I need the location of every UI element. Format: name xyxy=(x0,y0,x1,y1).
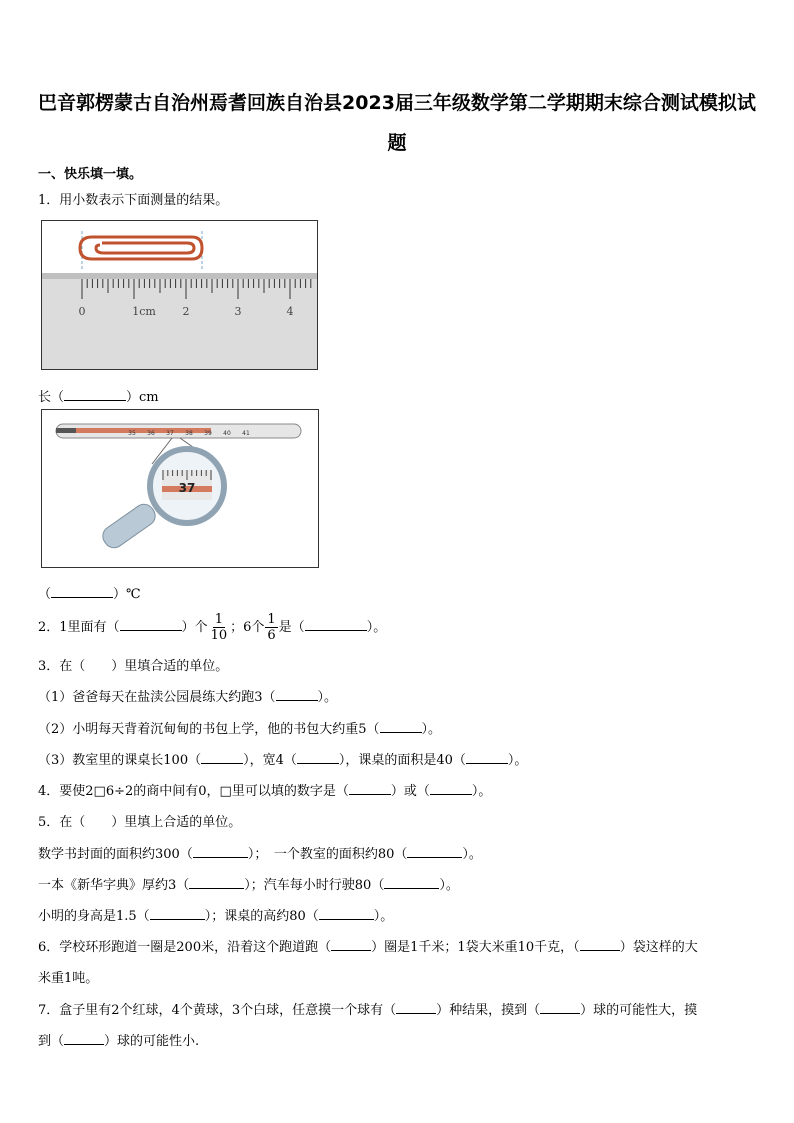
question-5-line-2: 一本《新华字典》厚约3（ ）；汽车每小时行驶80（ ）。 xyxy=(38,878,459,893)
page-title-continued: 题 xyxy=(387,132,407,154)
question-6-continued: 米重1吨。 xyxy=(38,971,99,986)
ruler-illustration xyxy=(42,221,317,369)
question-6: 6．学校环形跑道一圈是200米，沿着这个跑道跑（ ）圈是1千米；1袋大米重10千克，（ ）袋这样的大 xyxy=(38,940,698,955)
question-4: 4．要使2□6÷2的商中间有0，□里可以填的数字是（ ）或（ ）。 xyxy=(38,784,492,799)
answer-blank[interactable] xyxy=(193,847,248,858)
ruler-label: 4 xyxy=(286,305,294,318)
answer-blank[interactable] xyxy=(349,784,391,795)
question-7-continued: 到（ ）球的可能性小. xyxy=(38,1034,200,1049)
question-5-line-1: 数学书封面的面积约300（ ）； 一个教室的面积约80（ ）。 xyxy=(38,847,482,862)
thermometer-label: 35 xyxy=(128,430,136,437)
answer-blank[interactable] xyxy=(396,1003,436,1014)
thermometer-label: 40 xyxy=(223,430,231,437)
zoomed-temperature-label: 37 xyxy=(178,481,196,495)
answer-blank[interactable] xyxy=(540,1003,580,1014)
answer-blank[interactable] xyxy=(150,909,205,920)
fraction-one-sixth: $\frac{1}{6}$ xyxy=(267,612,276,643)
question-3-item-2: （2）小明每天背着沉甸甸的书包上学，他的书包大约重5（ ）。 xyxy=(38,722,442,737)
question-5-line-3: 小明的身高是1.5（ ）；课桌的高约80（ ）。 xyxy=(38,909,394,924)
answer-length: 长（ ）cm xyxy=(38,390,159,405)
answer-blank[interactable] xyxy=(64,1034,104,1045)
ruler-figure xyxy=(41,220,318,370)
thermometer-label: 36 xyxy=(147,430,155,437)
page-title: 巴音郭楞蒙古自治州焉耆回族自治县2023届三年级数学第二学期期末综合测试模拟试 xyxy=(38,92,756,114)
thermometer-label: 41 xyxy=(242,430,250,437)
answer-blank[interactable] xyxy=(380,722,422,733)
ruler-label: 1cm xyxy=(132,305,156,318)
question-2: 2．1里面有（ ）个 $\frac{1}{10}$ ；6个 $\frac{1}{6}$ 是（ ）。 xyxy=(38,612,387,643)
question-1: 1．用小数表示下面测量的结果。 xyxy=(38,193,229,208)
thermometer-label: 38 xyxy=(185,430,193,437)
ruler-label: 0 xyxy=(78,305,86,318)
magnifier-icon xyxy=(99,449,224,552)
question-3: 3．在（ ）里填合适的单位。 xyxy=(38,659,229,674)
question-7: 7．盒子里有2个红球，4个黄球，3个白球，任意摸一个球有（ ）种结果，摸到（ ）球的可能性大，摸 xyxy=(38,1003,698,1018)
answer-blank[interactable] xyxy=(51,587,113,598)
answer-blank[interactable] xyxy=(430,784,472,795)
ruler-label: 2 xyxy=(182,305,190,318)
answer-blank[interactable] xyxy=(201,753,243,764)
answer-blank[interactable] xyxy=(64,390,126,401)
thermometer-label: 37 xyxy=(166,430,174,437)
answer-blank[interactable] xyxy=(189,878,244,889)
answer-blank[interactable] xyxy=(407,847,462,858)
answer-blank[interactable] xyxy=(305,620,367,631)
fraction-one-tenth: $\frac{1}{10}$ xyxy=(210,612,228,643)
answer-blank[interactable] xyxy=(580,940,620,951)
thermometer-illustration xyxy=(42,410,318,567)
thermometer-figure xyxy=(41,409,319,568)
ruler-label: 3 xyxy=(234,305,242,318)
thermometer-label: 39 xyxy=(204,430,212,437)
answer-blank[interactable] xyxy=(319,909,374,920)
answer-blank[interactable] xyxy=(297,753,339,764)
answer-blank[interactable] xyxy=(276,690,318,701)
question-3-item-1: （1）爸爸每天在盐渎公园晨练大约跑3（ ）。 xyxy=(38,690,338,705)
answer-temperature: （ ）℃ xyxy=(38,587,141,602)
section-heading: 一、快乐填一填。 xyxy=(38,167,143,182)
answer-blank[interactable] xyxy=(466,753,508,764)
question-5: 5．在（ ）里填上合适的单位。 xyxy=(38,815,242,830)
answer-blank[interactable] xyxy=(331,940,371,951)
paperclip-icon xyxy=(80,237,202,259)
question-3-item-3: （3）教室里的课桌长100（ ），宽4（ ），课桌的面积是40（ ）。 xyxy=(38,753,528,768)
answer-blank[interactable] xyxy=(384,878,439,889)
answer-blank[interactable] xyxy=(120,620,182,631)
